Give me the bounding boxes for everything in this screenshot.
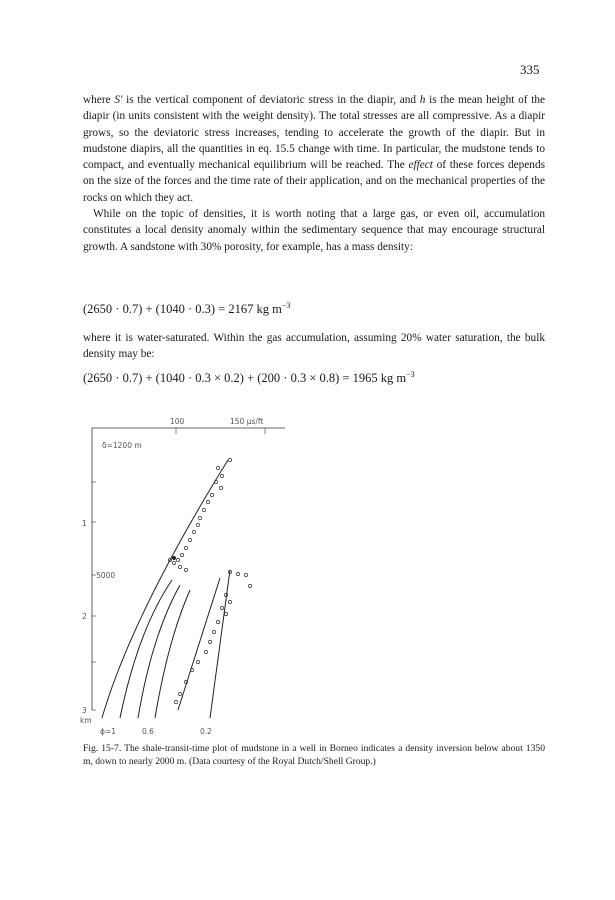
compaction-curve-4	[155, 590, 190, 718]
compaction-curve-2	[120, 580, 172, 718]
paragraph-2: While on the topic of densities, it is worth noting that a large gas, or even oil, accumulation constitutes a local density anomaly within the sedimentary sequence that may encourage structural growth. A sandstone with 30% porosity, for example, has a mass density:	[83, 208, 545, 253]
inflection-point	[172, 556, 176, 560]
page-number: 335	[520, 62, 540, 77]
depth-marker-label: δ=1200 m	[102, 441, 142, 450]
body-text-top	[83, 92, 545, 255]
bottom-label-0-6: 0.6	[142, 727, 154, 736]
top-tick-150: 150 μs/ft	[230, 417, 264, 426]
figure-caption: Fig. 15-7. The shale-transit-time plot of mudstone in a well in Borneo indicates a density inversion below about 1350 m, down to nearly 2000 m. (Data courtesy of the Royal Dutch/Shell Group.)	[83, 743, 545, 768]
depth-label-3: 3	[82, 706, 87, 715]
depth-label-1: 1	[82, 519, 87, 528]
bottom-label-0-2: 0.2	[200, 727, 212, 736]
bottom-label-phi-1: ϕ=1	[100, 727, 117, 736]
transit-time-plot	[80, 410, 320, 740]
equation-1: (2650 · 0.7) + (1040 · 0.3) = 2167 kg $m^{-3}$	[83, 300, 291, 316]
var-s-prime: S′	[114, 94, 123, 106]
paragraph-1: where S′ is the vertical component of deviatoric stress in the diapir, and h is the mean height of the diapir (in units consistent with the weight density). The total stresses are all compressive. As a diapir grows, so the deviatoric stress increases, tending to accelerate the growth of the diapir. But in mudstone diapirs, all the quantities in eq. 15.5 change with time. In particular, the mudstone tends to compact, and eventually mechanical equilibrium will be reached. The effect of these forces depends on the size of the forces and the time rate of their application, and on the mechanical properties of the rocks on which they act.	[83, 94, 546, 204]
data-points	[168, 458, 251, 703]
top-tick-100: 100	[170, 417, 185, 426]
paragraph-3: where it is water-saturated. Within the gas accumulation, assuming 20% water saturation, the bulk density may be:	[83, 332, 545, 361]
equation-2: (2650 · 0.7) + (1040 · 0.3 × 0.2) + (200 · 0.3 × 0.8) = 1965 kg $m^{-3}$	[83, 369, 415, 385]
body-text-middle	[83, 330, 545, 363]
trend-line-b	[210, 570, 230, 718]
depth-unit-km: km	[80, 716, 92, 725]
compaction-curve-1	[102, 460, 228, 718]
depth-label-2: 2	[82, 612, 87, 621]
emphasis-effect: effect	[408, 159, 433, 172]
figure-15-7	[80, 410, 320, 740]
var-h: h	[419, 94, 426, 106]
depth-label-5000: 5000	[96, 571, 116, 580]
